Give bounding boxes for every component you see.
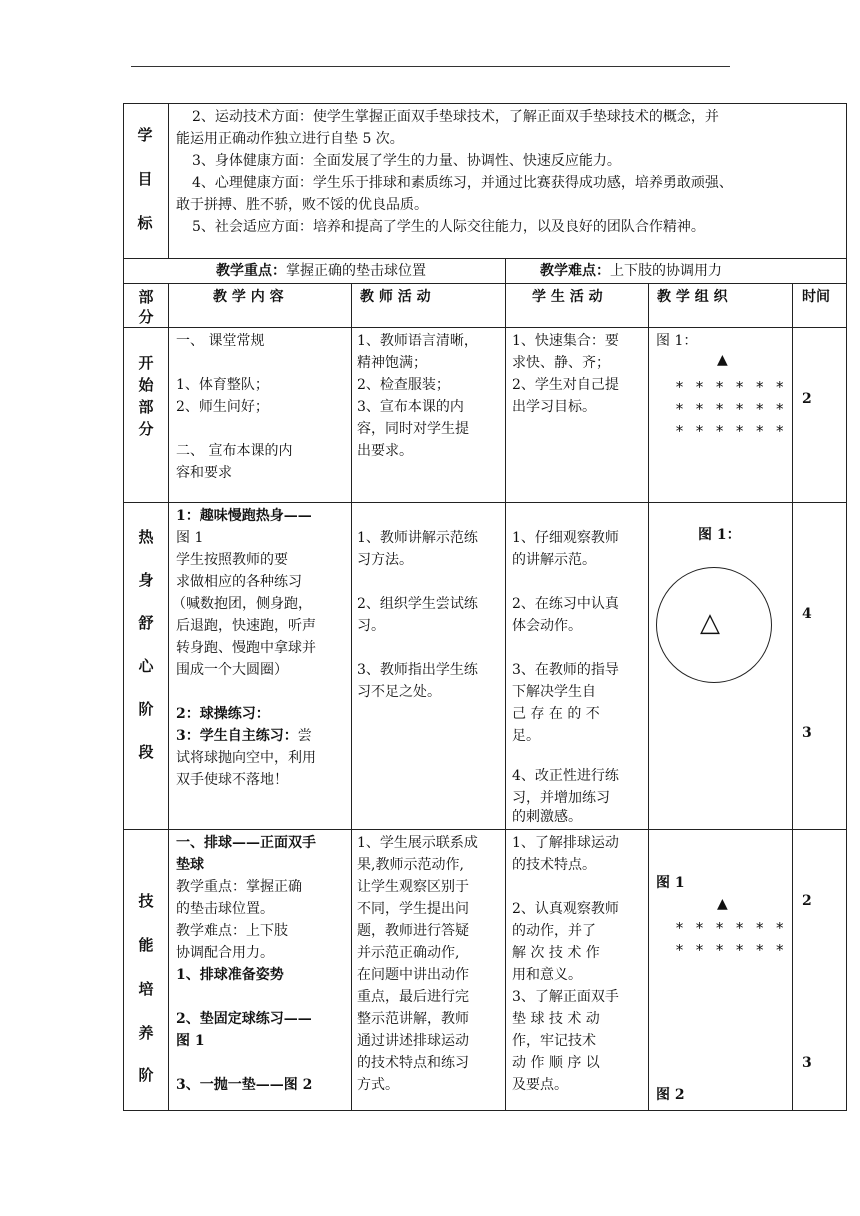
skills-content-line: 图 1 xyxy=(176,1033,205,1049)
warmup-time-b: 3 xyxy=(802,725,812,741)
skills-teacher-line: 1、学生展示联系成 xyxy=(357,835,478,851)
header-student: 学 生 活 动 xyxy=(532,289,603,305)
skills-student-line: 解 次 技 术 作 xyxy=(512,945,600,961)
student-formation-row: * * * * * * xyxy=(675,400,786,418)
opening-student-line: 求快、静、齐； xyxy=(512,355,610,371)
header-content: 教 学 内 容 xyxy=(213,289,284,305)
opening-part-char: 分 xyxy=(138,420,154,438)
warmup-student-line: 己 存 在 的 不 xyxy=(512,706,600,722)
table-divider xyxy=(123,258,847,259)
skills-part-char: 养 xyxy=(138,1024,154,1042)
warmup-student-line: 3、在教师的指导 xyxy=(512,662,619,678)
opening-part-char: 部 xyxy=(138,398,154,416)
warmup-part-char: 心 xyxy=(138,657,154,675)
objective-line: 5、社会适应方面：培养和提高了学生的人际交往能力，以及良好的团队合作精神。 xyxy=(192,219,705,235)
header-part-char: 部 xyxy=(138,288,154,306)
warmup-student-line: 2、在练习中认真 xyxy=(512,596,619,612)
opening-teacher-line: 精神饱满； xyxy=(357,355,427,371)
table-divider xyxy=(123,283,847,284)
opening-content-line: 容和要求 xyxy=(176,465,232,481)
skills-student-line: 垫 球 技 术 动 xyxy=(512,1011,600,1027)
warmup-content-line: 试将球抛向空中，利用 xyxy=(176,750,316,766)
skills-part-char: 能 xyxy=(138,936,154,954)
warmup-content-line: 2：球操练习： xyxy=(176,706,270,722)
skills-teacher-line: 重点，最后进行完 xyxy=(357,989,469,1005)
skills-student-line: 的技术特点。 xyxy=(512,857,596,873)
opening-time: 2 xyxy=(802,391,812,407)
table-divider xyxy=(168,103,169,258)
skills-content-line: 垫球 xyxy=(176,857,204,873)
warmup-student-line: 4、改正性进行练 xyxy=(512,768,619,784)
skills-teacher-line: 让学生观察区别于 xyxy=(357,879,469,895)
warmup-teacher-line: 2、组织学生尝试练 xyxy=(357,596,478,612)
key-point-label: 教学重点： xyxy=(216,263,286,279)
opening-content-line: 1、体育整队； xyxy=(176,377,269,393)
warmup-part-char: 阶 xyxy=(138,700,154,718)
skills-teacher-line: 果,教师示范动作, xyxy=(357,857,464,873)
self-practice-title: 3：学生自主练习： xyxy=(176,728,298,744)
table-divider xyxy=(505,283,506,1111)
skills-content-line: 2、垫固定球练习—— xyxy=(176,1011,312,1027)
difficulty-point xyxy=(540,260,722,282)
objectives-label-char: 学 xyxy=(137,126,153,144)
skills-teacher-line: 不同，学生提出问 xyxy=(357,901,469,917)
skills-teacher-line: 并示范正确动作, xyxy=(357,945,460,961)
table-divider xyxy=(792,283,793,1111)
student-formation-row: * * * * * * xyxy=(675,919,786,937)
skills-part-char: 培 xyxy=(138,980,154,998)
warmup-teacher-line: 1、教师讲解示范练 xyxy=(357,530,478,546)
self-practice-text: 尝 xyxy=(297,728,312,744)
warmup-part-char: 身 xyxy=(138,571,154,589)
header-organization: 教 学 组 织 xyxy=(657,289,728,305)
warmup-content-line: 围成一个大圆圈） xyxy=(176,662,288,678)
warmup-content-line xyxy=(176,725,312,747)
skills-part-char: 技 xyxy=(138,892,154,910)
skills-student-line: 动 作 顺 序 以 xyxy=(512,1055,600,1071)
warmup-student-line: 下解决学生自 xyxy=(512,684,596,700)
opening-teacher-line: 3、宣布本课的内 xyxy=(357,399,464,415)
opening-student-line: 2、学生对自己提 xyxy=(512,377,619,393)
skills-org-label-2: 图 2 xyxy=(656,1087,685,1103)
objective-line: 4、心理健康方面：学生乐于排球和素质练习，并通过比赛获得成功感，培养勇敢顽强、 xyxy=(192,175,733,191)
opening-content-line: 2、师生问好； xyxy=(176,399,269,415)
header-time: 时间 xyxy=(802,289,830,305)
header-part-char: 分 xyxy=(138,308,154,326)
skills-content-line: 一、排球——正面双手 xyxy=(176,835,316,851)
skills-student-line: 2、认真观察教师 xyxy=(512,901,619,917)
skills-student-line: 1、了解排球运动 xyxy=(512,835,619,851)
teacher-marker-icon: ▲ xyxy=(717,896,728,912)
skills-content-line: 教学重点：掌握正确 xyxy=(176,879,302,895)
warmup-part-char: 舒 xyxy=(138,614,154,632)
skills-content-line: 教学难点：上下肢 xyxy=(176,923,288,939)
difficulty-text: 上下肢的协调用力 xyxy=(610,263,722,279)
student-formation-row: * * * * * * xyxy=(675,941,786,959)
opening-teacher-line: 容，同时对学生提 xyxy=(357,421,469,437)
skills-teacher-line: 整示范讲解，教师 xyxy=(357,1011,469,1027)
warmup-teacher-line: 习方法。 xyxy=(357,552,413,568)
opening-student-line: 出学习目标。 xyxy=(512,399,596,415)
warmup-content-line: 图 1 xyxy=(176,530,204,546)
teacher-triangle-icon: △ xyxy=(700,608,720,638)
skills-student-line: 3、了解正面双手 xyxy=(512,989,619,1005)
table-divider xyxy=(168,283,169,1111)
header-rule xyxy=(131,66,730,67)
table-divider xyxy=(648,283,649,1111)
opening-teacher-line: 1、教师语言清晰， xyxy=(357,333,478,349)
skills-content-line: 3、一抛一垫——图 2 xyxy=(176,1077,313,1093)
opening-teacher-line: 2、检查服装； xyxy=(357,377,450,393)
warmup-content-line: 1：趣味慢跑热身—— xyxy=(176,508,312,524)
skills-teacher-line: 方式。 xyxy=(357,1077,399,1093)
table-divider xyxy=(351,283,352,1111)
warmup-content-line: （喊数抱团，侧身跑， xyxy=(172,596,312,612)
warmup-org-label: 图 1： xyxy=(698,527,741,543)
skills-content-line: 1、排球准备姿势 xyxy=(176,967,284,983)
table-divider xyxy=(123,327,847,328)
skills-content-line: 的垫击球位置。 xyxy=(176,901,274,917)
table-divider xyxy=(123,829,847,830)
opening-content-line: 一、 课堂常规 xyxy=(176,333,265,349)
warmup-student-line: 1、仔细观察教师 xyxy=(512,530,619,546)
opening-part-char: 始 xyxy=(138,376,154,394)
skills-time-a: 2 xyxy=(802,893,812,909)
difficulty-label: 教学难点： xyxy=(540,263,610,279)
key-point xyxy=(216,260,426,282)
warmup-student-line: 习，并增加练习 xyxy=(512,790,610,806)
objective-line: 2、运动技术方面：使学生掌握正面双手垫球技术，了解正面双手垫球技术的概念，并 xyxy=(192,109,719,125)
warmup-teacher-line: 习不足之处。 xyxy=(357,684,441,700)
warmup-student-line: 足。 xyxy=(512,728,540,744)
warmup-student-line: 体会动作。 xyxy=(512,618,582,634)
skills-student-line: 用和意义。 xyxy=(512,967,582,983)
student-formation-row: * * * * * * xyxy=(675,422,786,440)
skills-time-b: 3 xyxy=(802,1055,812,1071)
objective-line: 3、身体健康方面：全面发展了学生的力量、协调性、快速反应能力。 xyxy=(192,153,621,169)
warmup-part-char: 段 xyxy=(138,743,154,761)
objectives-label-char: 标 xyxy=(137,214,153,232)
warmup-teacher-line: 3、教师指出学生练 xyxy=(357,662,478,678)
skills-part-char: 阶 xyxy=(138,1066,154,1084)
warmup-content-line: 转身跑、慢跑中拿球并 xyxy=(176,640,316,656)
skills-org-label-1: 图 1 xyxy=(656,875,685,891)
opening-org-label: 图 1： xyxy=(656,333,698,349)
warmup-student-line: 的刺激感。 xyxy=(512,809,582,825)
student-formation-row: * * * * * * xyxy=(675,378,786,396)
objective-line: 能运用正确动作独立进行自垫 5 次。 xyxy=(176,131,404,147)
objective-line: 敢于拼搏、胜不骄，败不馁的优良品质。 xyxy=(176,197,428,213)
skills-student-line: 的动作，并了 xyxy=(512,923,596,939)
teacher-marker-icon: ▲ xyxy=(717,352,728,368)
skills-teacher-line: 在问题中讲出动作 xyxy=(357,967,469,983)
warmup-teacher-line: 习。 xyxy=(357,618,385,634)
skills-teacher-line: 的技术特点和练习 xyxy=(357,1055,469,1071)
skills-teacher-line: 通过讲述排球运动 xyxy=(357,1033,469,1049)
skills-teacher-line: 题，教师进行答疑 xyxy=(357,923,469,939)
opening-part-char: 开 xyxy=(138,354,154,372)
warmup-time-a: 4 xyxy=(802,606,812,622)
opening-teacher-line: 出要求。 xyxy=(357,443,413,459)
key-point-text: 掌握正确的垫击球位置 xyxy=(286,263,426,279)
objectives-label-char: 目 xyxy=(137,170,153,188)
warmup-student-line: 的讲解示范。 xyxy=(512,552,596,568)
table-divider xyxy=(505,258,506,283)
table-divider xyxy=(123,502,847,503)
skills-student-line: 及要点。 xyxy=(512,1077,568,1093)
skills-student-line: 作，牢记技术 xyxy=(512,1033,596,1049)
opening-student-line: 1、快速集合：要 xyxy=(512,333,619,349)
warmup-part-char: 热 xyxy=(138,528,154,546)
warmup-content-line: 求做相应的各种练习 xyxy=(176,574,302,590)
skills-content-line: 协调配合用力。 xyxy=(176,945,274,961)
opening-content-line: 二、 宣布本课的内 xyxy=(176,443,293,459)
header-teacher: 教 师 活 动 xyxy=(360,289,431,305)
warmup-content-line: 后退跑，快速跑，听声 xyxy=(176,618,316,634)
warmup-content-line: 学生按照教师的要 xyxy=(176,552,288,568)
warmup-content-line: 双手使球不落地！ xyxy=(176,772,288,788)
